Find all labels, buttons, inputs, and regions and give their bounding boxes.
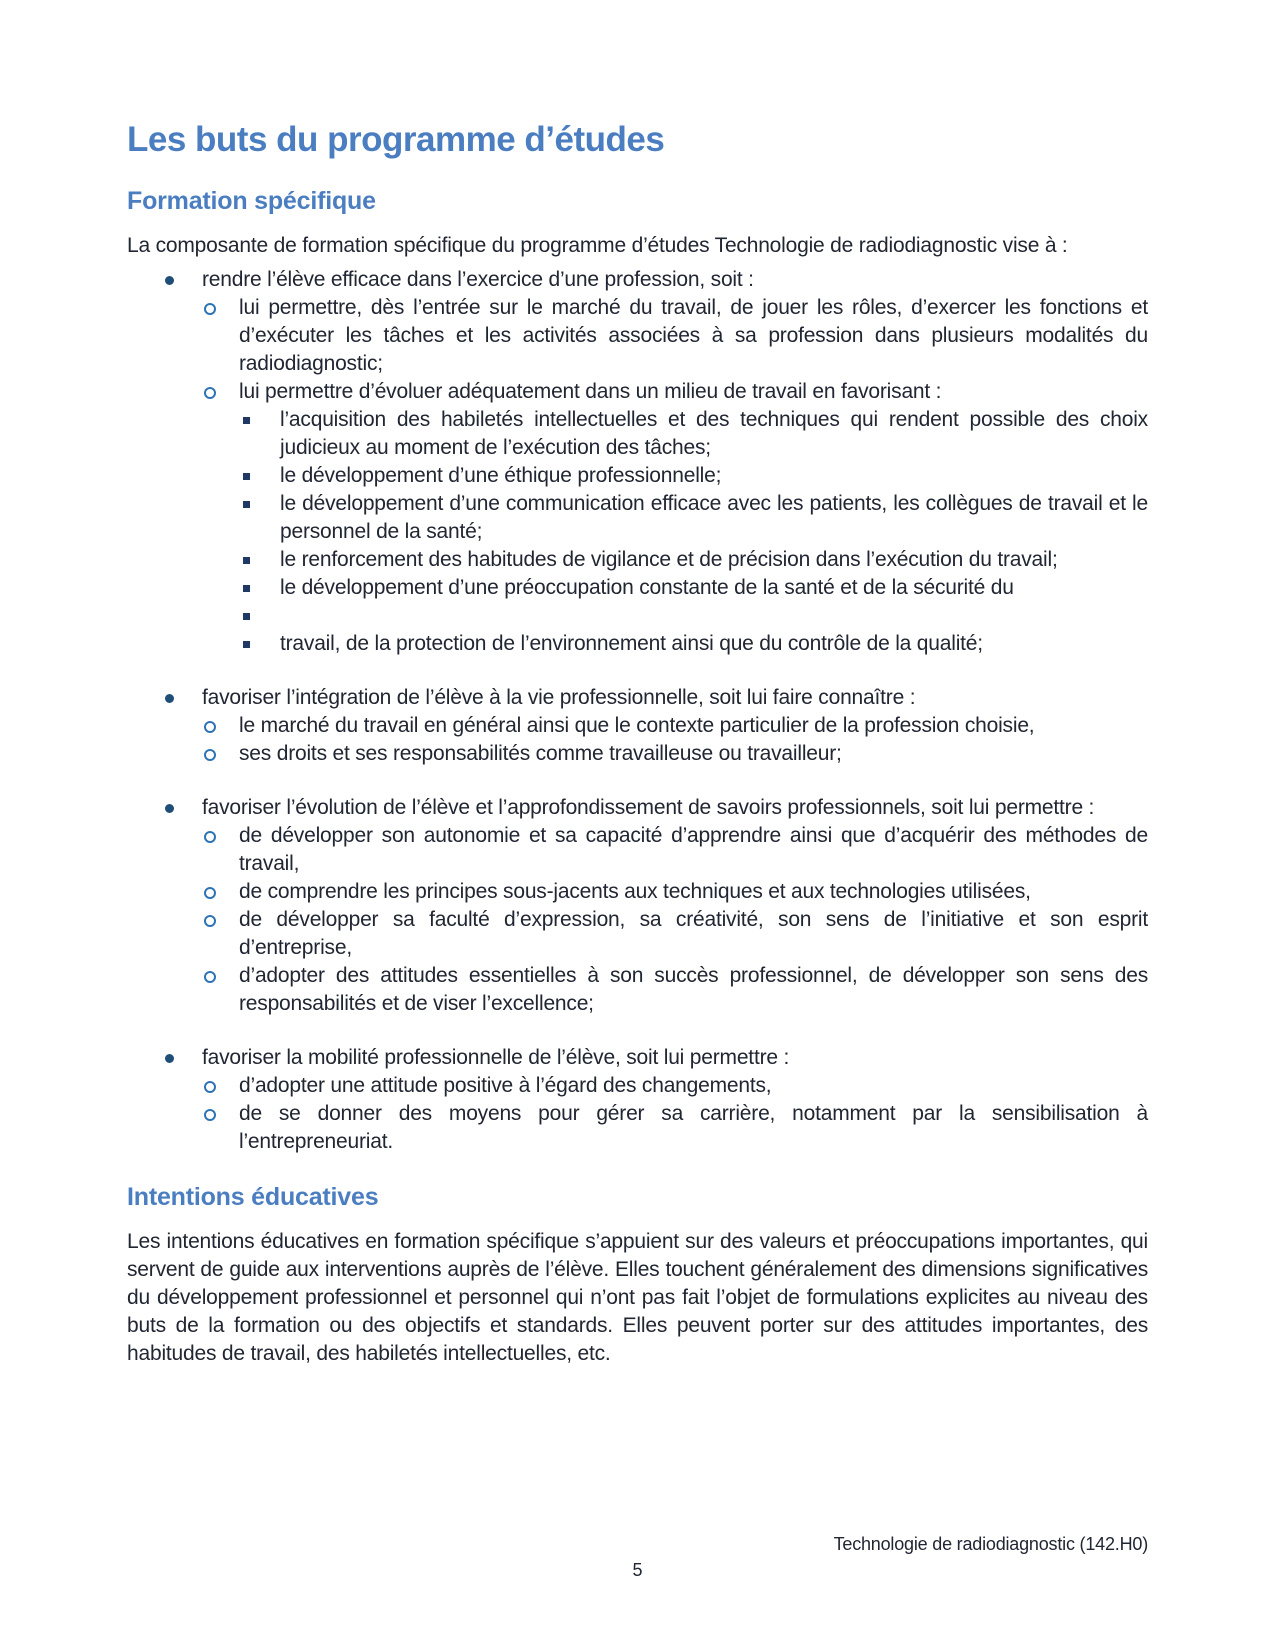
list-item-text: le marché du travail en général ainsi que le contexte particulier de la profession choisie, (239, 714, 1035, 737)
section-heading-intentions-educatives: Intentions éducatives (127, 1183, 379, 1211)
list-item-text: de développer sa faculté d’expression, sa créativité, son sens de l’initiative et son esprit d’entreprise, (239, 908, 1148, 959)
page-title: Les buts du programme d’études (127, 120, 665, 159)
square-bullet-icon (243, 585, 250, 592)
bullet-list-group-1 (127, 266, 1148, 658)
square-bullet-icon (243, 501, 250, 508)
bullet-list-group-2 (127, 684, 1148, 768)
disc-bullet-icon (165, 694, 174, 703)
square-bullet-icon (243, 641, 250, 648)
bullet-list-group-3 (127, 794, 1148, 1018)
list-item-text: le développement d’une communication efficace avec les patients, les collègues de travail et le personnel de la santé; (280, 492, 1148, 543)
circle-bullet-icon (204, 887, 216, 899)
list-item-text: travail, de la protection de l’environnement ainsi que du contrôle de la qualité; (280, 632, 983, 655)
list-item (127, 684, 1148, 712)
square-bullet-icon (243, 613, 250, 620)
list-item (127, 378, 1148, 406)
list-item-text: de se donner des moyens pour gérer sa carrière, notamment par la sensibilisation à l’entrepreneuriat. (239, 1102, 1148, 1153)
circle-bullet-icon (204, 971, 216, 983)
list-item-text: ses droits et ses responsabilités comme travailleuse ou travailleur; (239, 742, 842, 765)
list-item (127, 906, 1148, 962)
list-item (127, 266, 1148, 294)
formation-intro-paragraph: La composante de formation spécifique du programme d’études Technologie de radiodiagnostic vise à : (127, 234, 1068, 257)
square-bullet-icon (243, 417, 250, 424)
list-item (127, 878, 1148, 906)
disc-bullet-icon (165, 276, 174, 285)
list-item-text: de comprendre les principes sous-jacents aux techniques et aux technologies utilisées, (239, 880, 1031, 903)
footer-document-code: Technologie de radiodiagnostic (142.H0) (833, 1534, 1148, 1554)
square-bullet-icon (243, 557, 250, 564)
list-item-text: de développer son autonomie et sa capacité d’apprendre ainsi que d’acquérir des méthodes de travail, (239, 824, 1148, 875)
circle-bullet-icon (204, 831, 216, 843)
list-item (127, 822, 1148, 878)
list-item-text: d’adopter une attitude positive à l’égard des changements, (239, 1074, 772, 1097)
circle-bullet-icon (204, 303, 216, 315)
list-item-text: favoriser l’intégration de l’élève à la vie professionnelle, soit lui faire connaître : (202, 686, 916, 709)
circle-bullet-icon (204, 1109, 216, 1121)
circle-bullet-icon (204, 387, 216, 399)
list-item (127, 462, 1148, 490)
list-item (127, 1100, 1148, 1156)
list-item (127, 406, 1148, 462)
list-item (127, 794, 1148, 822)
list-item (127, 740, 1148, 768)
page-content (127, 120, 1148, 1368)
disc-bullet-icon (165, 804, 174, 813)
list-item-text: rendre l’élève efficace dans l’exercice d’une profession, soit : (202, 268, 754, 291)
list-item-text: le renforcement des habitudes de vigilance et de précision dans l’exécution du travail; (280, 548, 1058, 571)
list-item-text: lui permettre d’évoluer adéquatement dans un milieu de travail en favorisant : (239, 380, 942, 403)
list-item-text: lui permettre, dès l’entrée sur le marché du travail, de jouer les rôles, d’exercer les fonctions et d’exécuter les tâches et les activités associées à sa profession dans plusieurs modalités du radiodiagnostic; (239, 296, 1148, 375)
list-item (127, 602, 1148, 630)
circle-bullet-icon (204, 1081, 216, 1093)
bullet-list-group-4 (127, 1044, 1148, 1156)
circle-bullet-icon (204, 721, 216, 733)
footer-page-number: 5 (632, 1560, 643, 1580)
square-bullet-icon (243, 473, 250, 480)
page-footer (127, 1532, 1148, 1582)
list-item (127, 630, 1148, 658)
list-item-text: le développement d’une préoccupation constante de la santé et de la sécurité du (280, 576, 1014, 599)
circle-bullet-icon (204, 749, 216, 761)
list-item (127, 294, 1148, 378)
list-item (127, 1044, 1148, 1072)
list-item (127, 1072, 1148, 1100)
list-item-text: favoriser la mobilité professionnelle de l’élève, soit lui permettre : (202, 1046, 790, 1069)
list-item-text: d’adopter des attitudes essentielles à son succès professionnel, de développer son sens des responsabilités et de viser l’excellence; (239, 964, 1148, 1015)
disc-bullet-icon (165, 1054, 174, 1063)
list-item (127, 712, 1148, 740)
list-item (127, 574, 1148, 602)
intentions-paragraph: Les intentions éducatives en formation spécifique s’appuient sur des valeurs et préoccupations importantes, qui servent de guide aux interventions auprès de l’élève. Elles touchent généralement des dimensions significatives du développement professionnel et personnel qui n’ont pas fait l’objet de formulations explicites au niveau des buts de la formation ou des objectifs et standards. Elles peuvent porter sur des attitudes importantes, des habitudes de travail, des habiletés intellectuelles, etc. (127, 1230, 1148, 1365)
circle-bullet-icon (204, 915, 216, 927)
list-item-text: l’acquisition des habiletés intellectuelles et des techniques qui rendent possible des choix judicieux au moment de l’exécution des tâches; (280, 408, 1148, 459)
list-item-text: favoriser l’évolution de l’élève et l’approfondissement de savoirs professionnels, soit lui permettre : (202, 796, 1095, 819)
list-item (127, 962, 1148, 1018)
list-item-text: le développement d’une éthique professionnelle; (280, 464, 722, 487)
section-heading-formation-specifique: Formation spécifique (127, 187, 376, 215)
list-item (127, 546, 1148, 574)
list-item (127, 490, 1148, 546)
